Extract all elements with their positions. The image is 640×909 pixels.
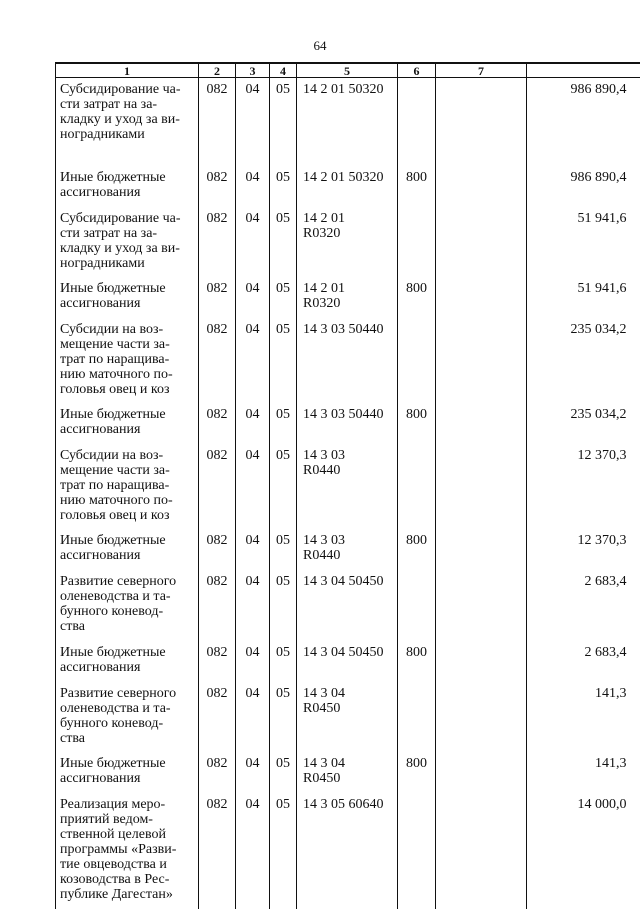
row-grbs-code: 082 xyxy=(199,448,235,463)
row-section-code: 04 xyxy=(236,322,269,337)
row-section-code: 04 xyxy=(236,797,269,812)
row-amount: 141,3 xyxy=(527,756,627,771)
row-section-code: 04 xyxy=(236,170,269,185)
row-grbs-code: 082 xyxy=(199,756,235,771)
column-header: 6 xyxy=(398,63,436,78)
table-header-row xyxy=(56,63,640,78)
row-subsection-code: 05 xyxy=(270,211,296,226)
row-subsection-code: 05 xyxy=(270,686,296,701)
row-name: Иные бюджетные ассигнования xyxy=(60,281,196,311)
row-name: Реализация меро- приятий ведом- ственной целевой программы «Разви- тие овцеводства и козоводства в Рес- публике Дагестан» xyxy=(60,797,196,902)
row-name: Развитие северного оленеводства и та- бунного коневод- ства xyxy=(60,574,196,634)
row-section-code: 04 xyxy=(236,686,269,701)
row-subsection-code: 05 xyxy=(270,407,296,422)
row-expense-type: 800 xyxy=(398,407,435,422)
row-target-article: 14 3 04 R0450 xyxy=(303,756,397,786)
row-expense-type: 800 xyxy=(398,756,435,771)
row-section-code: 04 xyxy=(236,82,269,97)
row-target-article: 14 3 03 50440 xyxy=(303,322,397,337)
row-amount: 51 941,6 xyxy=(527,211,627,226)
row-amount: 14 000,0 xyxy=(527,797,627,812)
row-amount: 235 034,2 xyxy=(527,322,627,337)
row-amount: 2 683,4 xyxy=(527,645,627,660)
row-subsection-code: 05 xyxy=(270,574,296,589)
column-header xyxy=(527,63,640,78)
row-name: Субсидирование ча- сти затрат на за- кладку и уход за ви- ноградниками xyxy=(60,82,196,142)
table-row xyxy=(56,444,640,529)
row-subsection-code: 05 xyxy=(270,533,296,548)
row-target-article: 14 2 01 R0320 xyxy=(303,211,397,241)
row-name: Развитие северного оленеводства и та- бунного коневод- ства xyxy=(60,686,196,746)
table-row xyxy=(56,277,640,318)
row-name: Иные бюджетные ассигнования xyxy=(60,533,196,563)
table-row xyxy=(56,641,640,682)
table-row xyxy=(56,752,640,793)
row-amount: 235 034,2 xyxy=(527,407,627,422)
table-row xyxy=(56,793,640,909)
row-amount: 986 890,4 xyxy=(527,82,627,97)
column-header: 1 xyxy=(56,63,199,78)
row-grbs-code: 082 xyxy=(199,281,235,296)
row-section-code: 04 xyxy=(236,574,269,589)
table-row xyxy=(56,570,640,641)
row-name: Субсидии на воз- мещение части за- трат по наращива- нию маточного по- головья овец и коз xyxy=(60,322,196,397)
row-section-code: 04 xyxy=(236,448,269,463)
table-row xyxy=(56,529,640,570)
row-name: Субсидирование ча- сти затрат на за- кладку и уход за ви- ноградниками xyxy=(60,211,196,271)
row-amount: 141,3 xyxy=(527,686,627,701)
row-name: Иные бюджетные ассигнования xyxy=(60,170,196,200)
row-expense-type: 800 xyxy=(398,533,435,548)
row-name: Субсидии на воз- мещение части за- трат по наращива- нию маточного по- головья овец и коз xyxy=(60,448,196,523)
row-expense-type: 800 xyxy=(398,281,435,296)
column-header: 7 xyxy=(436,63,527,78)
row-subsection-code: 05 xyxy=(270,281,296,296)
row-grbs-code: 082 xyxy=(199,686,235,701)
row-grbs-code: 082 xyxy=(199,533,235,548)
row-target-article: 14 3 03 R0440 xyxy=(303,448,397,478)
table-row xyxy=(56,318,640,403)
row-grbs-code: 082 xyxy=(199,211,235,226)
row-target-article: 14 2 01 50320 xyxy=(303,82,397,97)
row-target-article: 14 3 05 60640 xyxy=(303,797,397,812)
budget-table xyxy=(55,62,640,909)
row-target-article: 14 2 01 R0320 xyxy=(303,281,397,311)
row-amount: 12 370,3 xyxy=(527,448,627,463)
column-header: 5 xyxy=(297,63,398,78)
row-subsection-code: 05 xyxy=(270,82,296,97)
row-subsection-code: 05 xyxy=(270,322,296,337)
row-target-article: 14 3 04 R0450 xyxy=(303,686,397,716)
row-name: Иные бюджетные ассигнования xyxy=(60,407,196,437)
row-grbs-code: 082 xyxy=(199,797,235,812)
table-row xyxy=(56,403,640,444)
row-amount: 986 890,4 xyxy=(527,170,627,185)
row-target-article: 14 3 04 50450 xyxy=(303,574,397,589)
row-subsection-code: 05 xyxy=(270,797,296,812)
row-subsection-code: 05 xyxy=(270,756,296,771)
row-name: Иные бюджетные ассигнования xyxy=(60,756,196,786)
column-header: 4 xyxy=(270,63,297,78)
row-amount: 12 370,3 xyxy=(527,533,627,548)
row-expense-type: 800 xyxy=(398,170,435,185)
table-row xyxy=(56,682,640,752)
row-subsection-code: 05 xyxy=(270,448,296,463)
row-target-article: 14 3 03 50440 xyxy=(303,407,397,422)
row-target-article: 14 3 03 R0440 xyxy=(303,533,397,563)
row-grbs-code: 082 xyxy=(199,645,235,660)
row-section-code: 04 xyxy=(236,645,269,660)
table-row xyxy=(56,78,640,167)
table-body xyxy=(56,78,640,909)
row-amount: 51 941,6 xyxy=(527,281,627,296)
page-number: 64 xyxy=(0,38,640,54)
row-name: Иные бюджетные ассигнования xyxy=(60,645,196,675)
row-section-code: 04 xyxy=(236,211,269,226)
row-expense-type: 800 xyxy=(398,645,435,660)
row-grbs-code: 082 xyxy=(199,322,235,337)
table-row xyxy=(56,207,640,277)
row-target-article: 14 3 04 50450 xyxy=(303,645,397,660)
row-grbs-code: 082 xyxy=(199,170,235,185)
column-header: 3 xyxy=(236,63,270,78)
row-subsection-code: 05 xyxy=(270,645,296,660)
row-grbs-code: 082 xyxy=(199,82,235,97)
row-grbs-code: 082 xyxy=(199,407,235,422)
table-row xyxy=(56,166,640,207)
row-grbs-code: 082 xyxy=(199,574,235,589)
column-header: 2 xyxy=(199,63,236,78)
row-section-code: 04 xyxy=(236,533,269,548)
row-target-article: 14 2 01 50320 xyxy=(303,170,397,185)
row-subsection-code: 05 xyxy=(270,170,296,185)
row-section-code: 04 xyxy=(236,756,269,771)
row-amount: 2 683,4 xyxy=(527,574,627,589)
row-section-code: 04 xyxy=(236,281,269,296)
row-section-code: 04 xyxy=(236,407,269,422)
